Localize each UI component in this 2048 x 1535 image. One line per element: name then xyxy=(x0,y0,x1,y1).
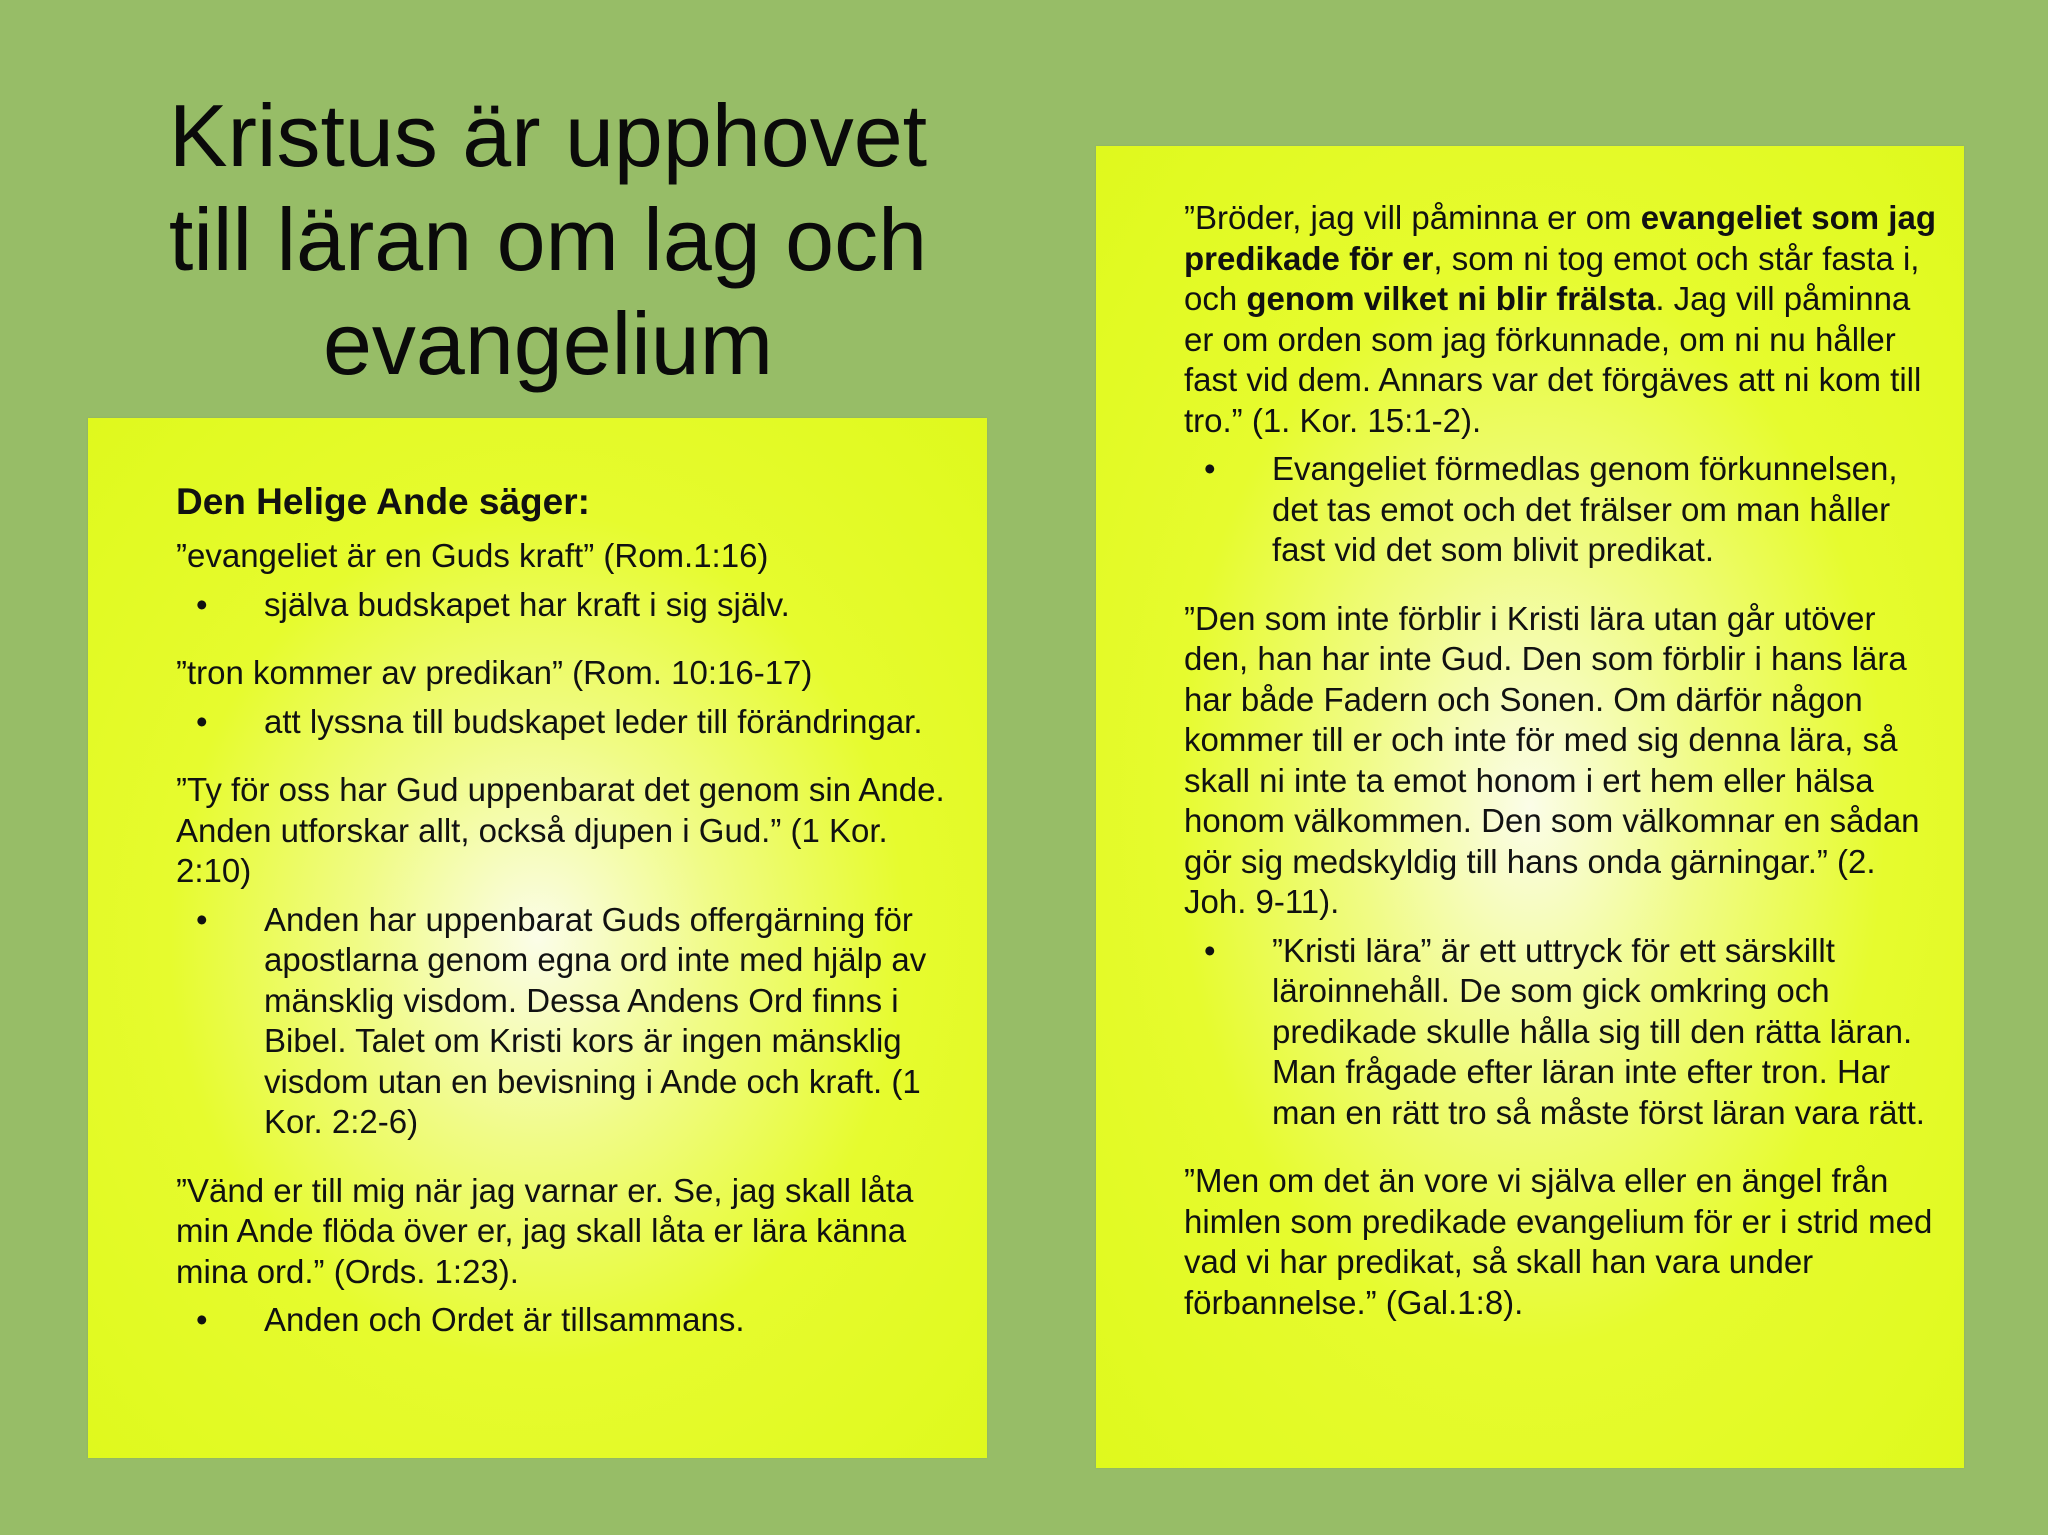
scripture-quote: ”Men om det än vore vi själva eller en ängel från himlen som predikade evangelium för er i strid med vad vi har predikat, så skall han vara under förbannelse.” (Gal.1:8). xyxy=(1184,1162,1933,1321)
right-text-panel xyxy=(1096,146,1964,1468)
scripture-quote xyxy=(1184,198,1944,441)
bullet-item xyxy=(176,1300,966,1341)
bullet-dot: • xyxy=(1204,450,1216,487)
bullet-item xyxy=(176,900,966,1143)
bullet-text: Evangeliet förmedlas genom förkunnelsen, det tas emot och det frälser om man håller fast vid det som blivit predikat. xyxy=(1272,450,1898,568)
bullet-item xyxy=(1184,449,1944,571)
quote-emphasis: evangeliet som jag predikade för er xyxy=(1184,199,1936,277)
left-text-panel xyxy=(88,418,987,1458)
bullet-item xyxy=(1184,931,1944,1134)
bullet-dot: • xyxy=(196,702,208,740)
scripture-quote: ”evangeliet är en Guds kraft” (Rom.1:16) xyxy=(176,537,769,574)
bullet-item xyxy=(176,585,966,626)
bullet-text: Anden och Ordet är tillsammans. xyxy=(264,1301,745,1338)
scripture-quote: ”Ty för oss har Gud uppenbarat det genom sin Ande. Anden utforskar allt, också djupen i Gud.” (1 Kor. 2:10) xyxy=(176,771,945,889)
right-panel-content xyxy=(1184,198,1944,1323)
left-panel-heading: Den Helige Ande säger: xyxy=(176,481,590,522)
slide-title xyxy=(118,84,978,396)
bullet-text: ”Kristi lära” är ett uttryck för ett särskillt läroinnehåll. De som gick omkring och predikade skulle hålla sig till den rätta läran. Man frågade efter läran inte efter tron. Har man en rätt tro så måste först läran vara rätt. xyxy=(1272,931,1925,1131)
bullet-text: Anden har uppenbarat Guds offergärning för apostlarna genom egna ord inte med hjälp av mänsklig visdom. Dessa Andens Ord finns i Bibel. Talet om Kristi kors är ingen mänsklig visdom utan en bevisning i Ande och kraft. (1 Kor. 2:2-6) xyxy=(264,900,927,1140)
bullet-dot: • xyxy=(196,900,208,938)
bullet-text: att lyssna till budskapet leder till förändringar. xyxy=(264,702,923,740)
bullet-dot: • xyxy=(1204,931,1216,969)
scripture-quote: ”Den som inte förblir i Kristi lära utan går utöver den, han har inte Gud. Den som förblir i hans lära har både Fadern och Sonen. Om därför någon kommer till er och inte för med sig denna lära, så skall ni inte ta emot honom i ert hem eller hälsa honom välkommen. Den som välkomnar en sådan gör sig medskyldig till hans onda gärningar.” (2. Joh. 9-11). xyxy=(1184,599,1920,920)
quote-text: , som ni tog emot och står fasta i, och xyxy=(1184,239,1920,317)
bullet-text: själva budskapet har kraft i sig själv. xyxy=(264,585,790,623)
title-line-1: Kristus är upphovet xyxy=(168,86,928,185)
bullet-dot: • xyxy=(196,1301,208,1338)
scripture-quote: ”tron kommer av predikan” (Rom. 10:16-17) xyxy=(176,654,813,691)
left-panel-content xyxy=(176,480,966,1341)
title-line-3: evangelium xyxy=(322,294,774,393)
bullet-dot: • xyxy=(196,585,208,623)
quote-emphasis: genom vilket ni blir frälsta xyxy=(1246,280,1656,317)
quote-text: . Jag vill påminna er om orden som jag förkunnade, om ni nu håller fast vid dem. Annars var det förgäves att ni kom till tro.” (1. Kor. 15:1-2). xyxy=(1184,280,1922,439)
scripture-quote: ”Vänd er till mig när jag varnar er. Se, jag skall låta min Ande flöda över er, jag skall låta er lära känna mina ord.” (Ords. 1:23). xyxy=(176,1171,914,1290)
quote-text: ”Bröder, jag vill påminna er om xyxy=(1184,199,1641,236)
title-line-2: till läran om lag och xyxy=(168,190,928,289)
bullet-item xyxy=(176,702,966,743)
